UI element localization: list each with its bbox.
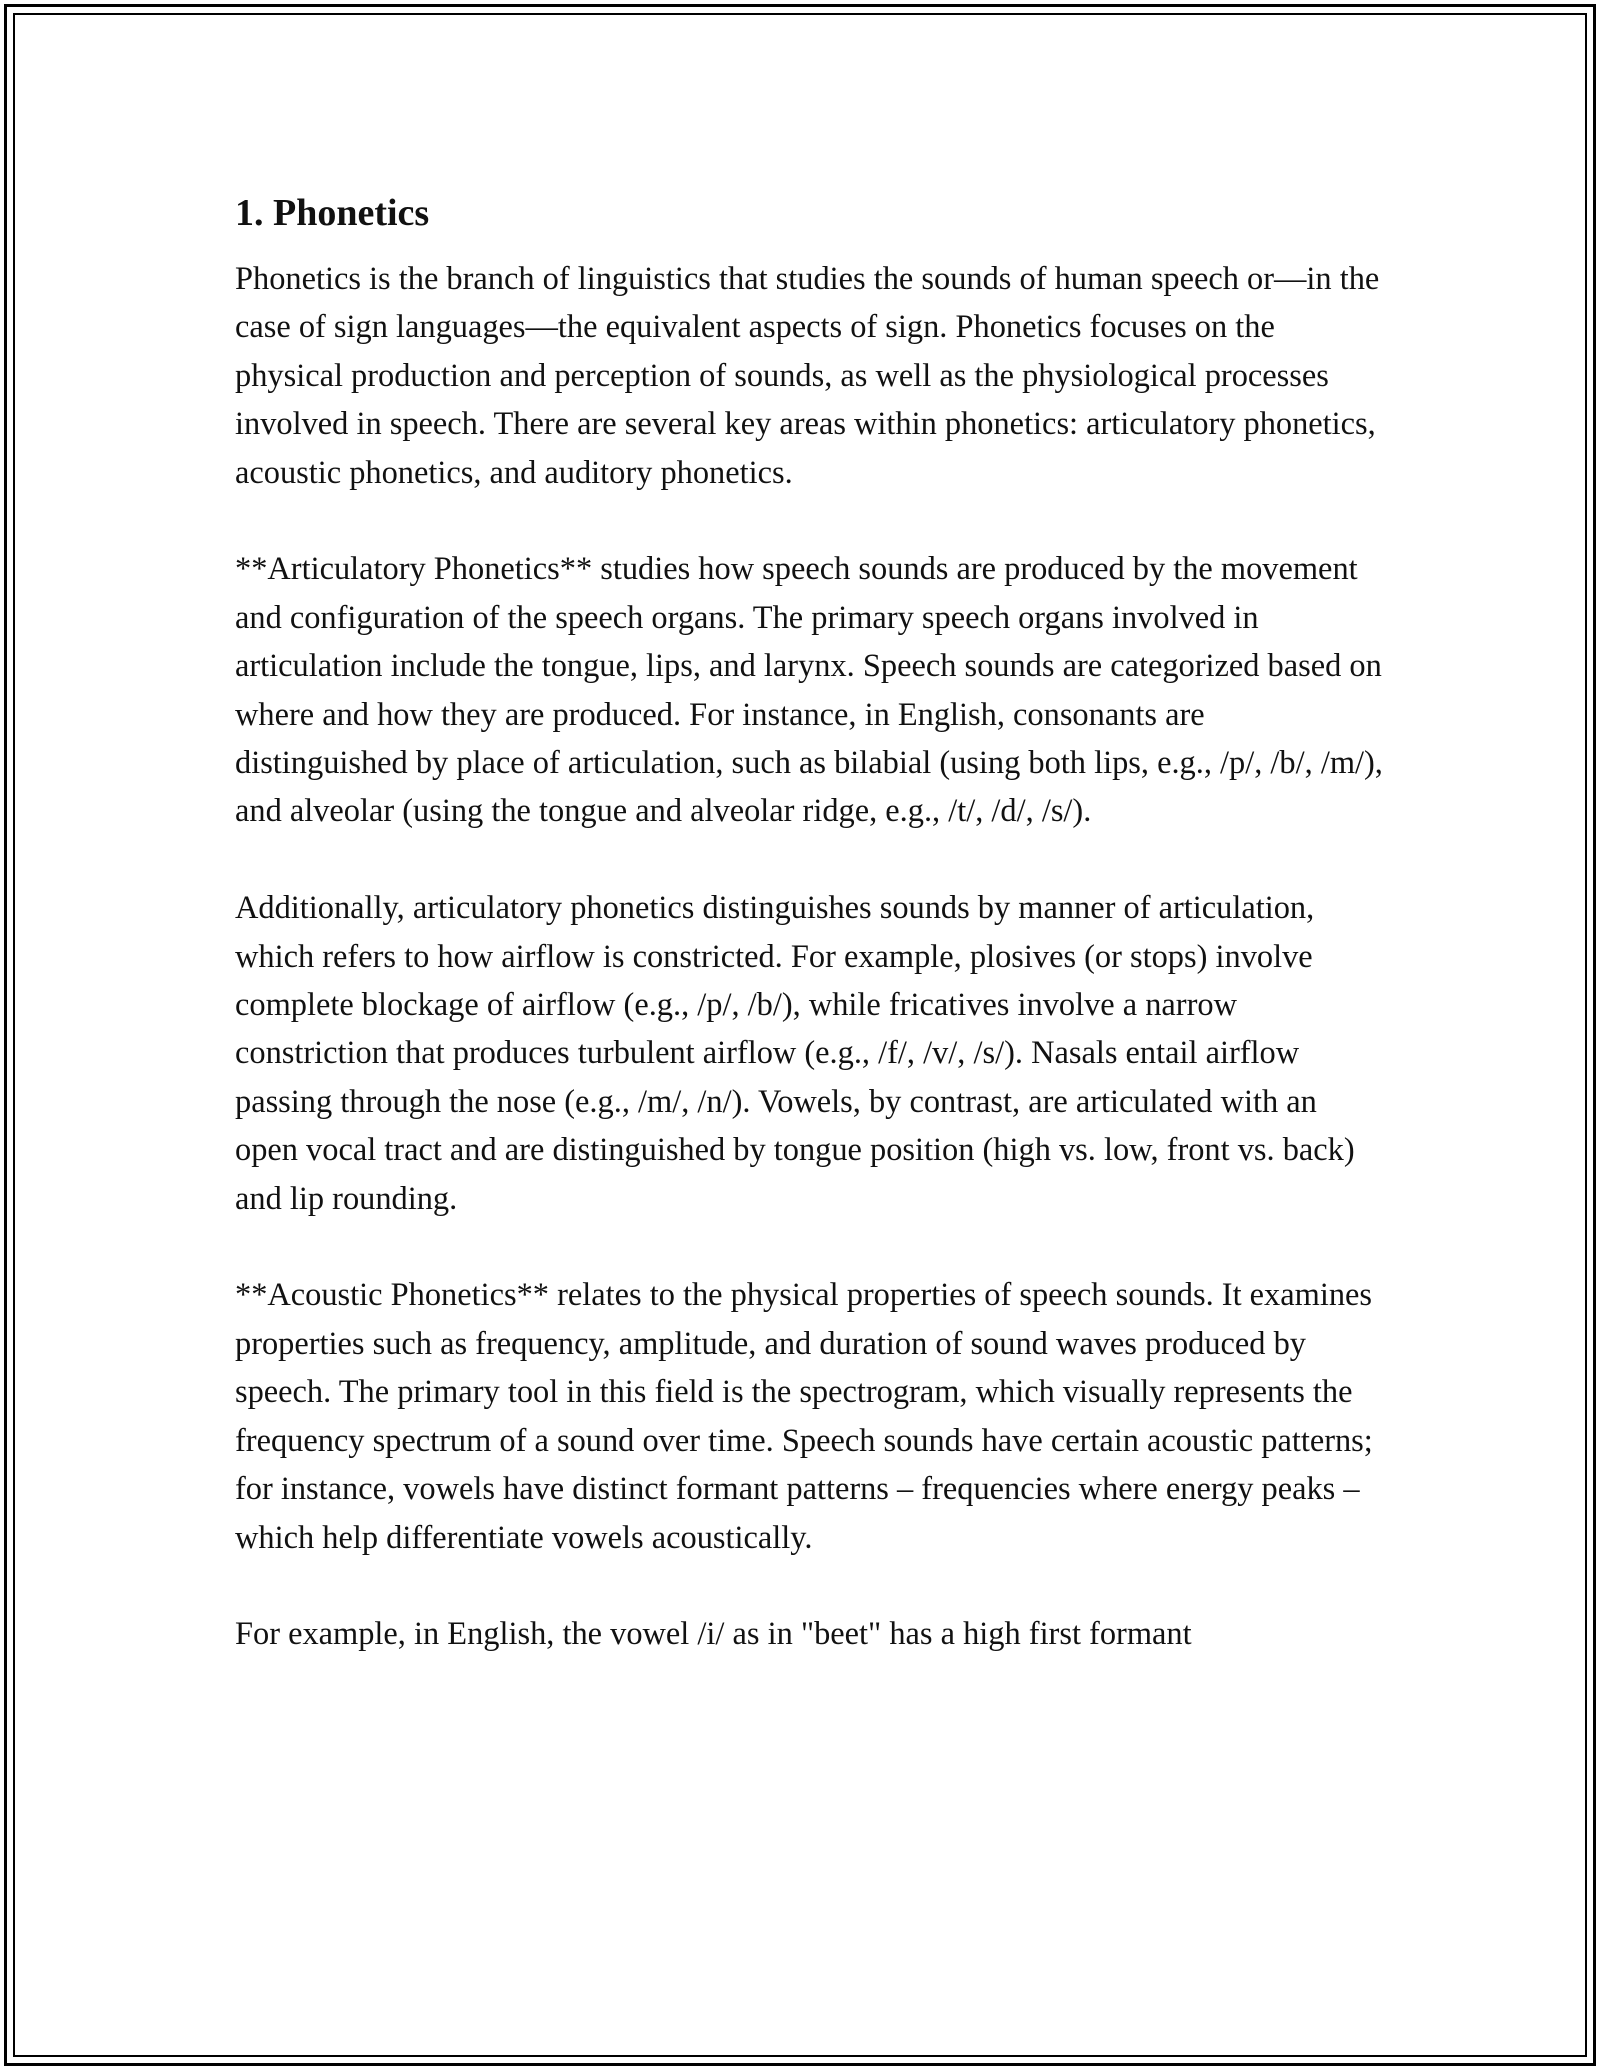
paragraph-formant-example: For example, in English, the vowel /i/ as in "beet" has a high first formant	[235, 1616, 1192, 1653]
paragraph-acoustic-phonetics: **Acoustic Phonetics** relates to the physical properties of speech sounds. It examines properties such as frequency, amplitude, and duration of sound waves produced by speech. The primary tool in this field is the spectrogram, which visually represents the frequency spectrum of a sound over time. Speech sounds have certain acoustic patterns; for instance, vowels have distinct formant patterns – frequencies where energy peaks – which help differentiate vowels acoustically.	[235, 1277, 1373, 1556]
section-heading: 1. Phonetics	[235, 192, 430, 234]
document-body	[235, 185, 1385, 1659]
paragraph-articulatory-phonetics: **Articulatory Phonetics** studies how speech sounds are produced by the movement and configuration of the speech organs. The primary speech organs involved in articulation include the tongue, lips, and larynx. Speech sounds are categorized based on where and how they are produced. For instance, in English, consonants are distinguished by place of articulation, such as bilabial (using both lips, e.g., /p/, /b/, /m/), and alveolar (using the tongue and alveolar ridge, e.g., /t/, /d/, /s/).	[235, 551, 1383, 830]
paragraph-manner-of-articulation: Additionally, articulatory phonetics distinguishes sounds by manner of articulation, which refers to how airflow is constricted. For example, plosives (or stops) involve complete blockage of airflow (e.g., /p/, /b/), while fricatives involve a narrow constriction that produces turbulent airflow (e.g., /f/, /v/, /s/). Nasals entail airflow passing through the nose (e.g., /m/, /n/). Vowels, by contrast, are articulated with an open vocal tract and are distinguished by tongue position (high vs. low, front vs. back) and lip rounding.	[235, 890, 1355, 1217]
paragraph-phonetics-intro: Phonetics is the branch of linguistics that studies the sounds of human speech or—in the case of sign languages—the equivalent aspects of sign. Phonetics focuses on the physical production and perception of sounds, as well as the physiological processes involved in speech. There are several key areas within phonetics: articulatory phonetics, acoustic phonetics, and auditory phonetics.	[235, 261, 1380, 491]
